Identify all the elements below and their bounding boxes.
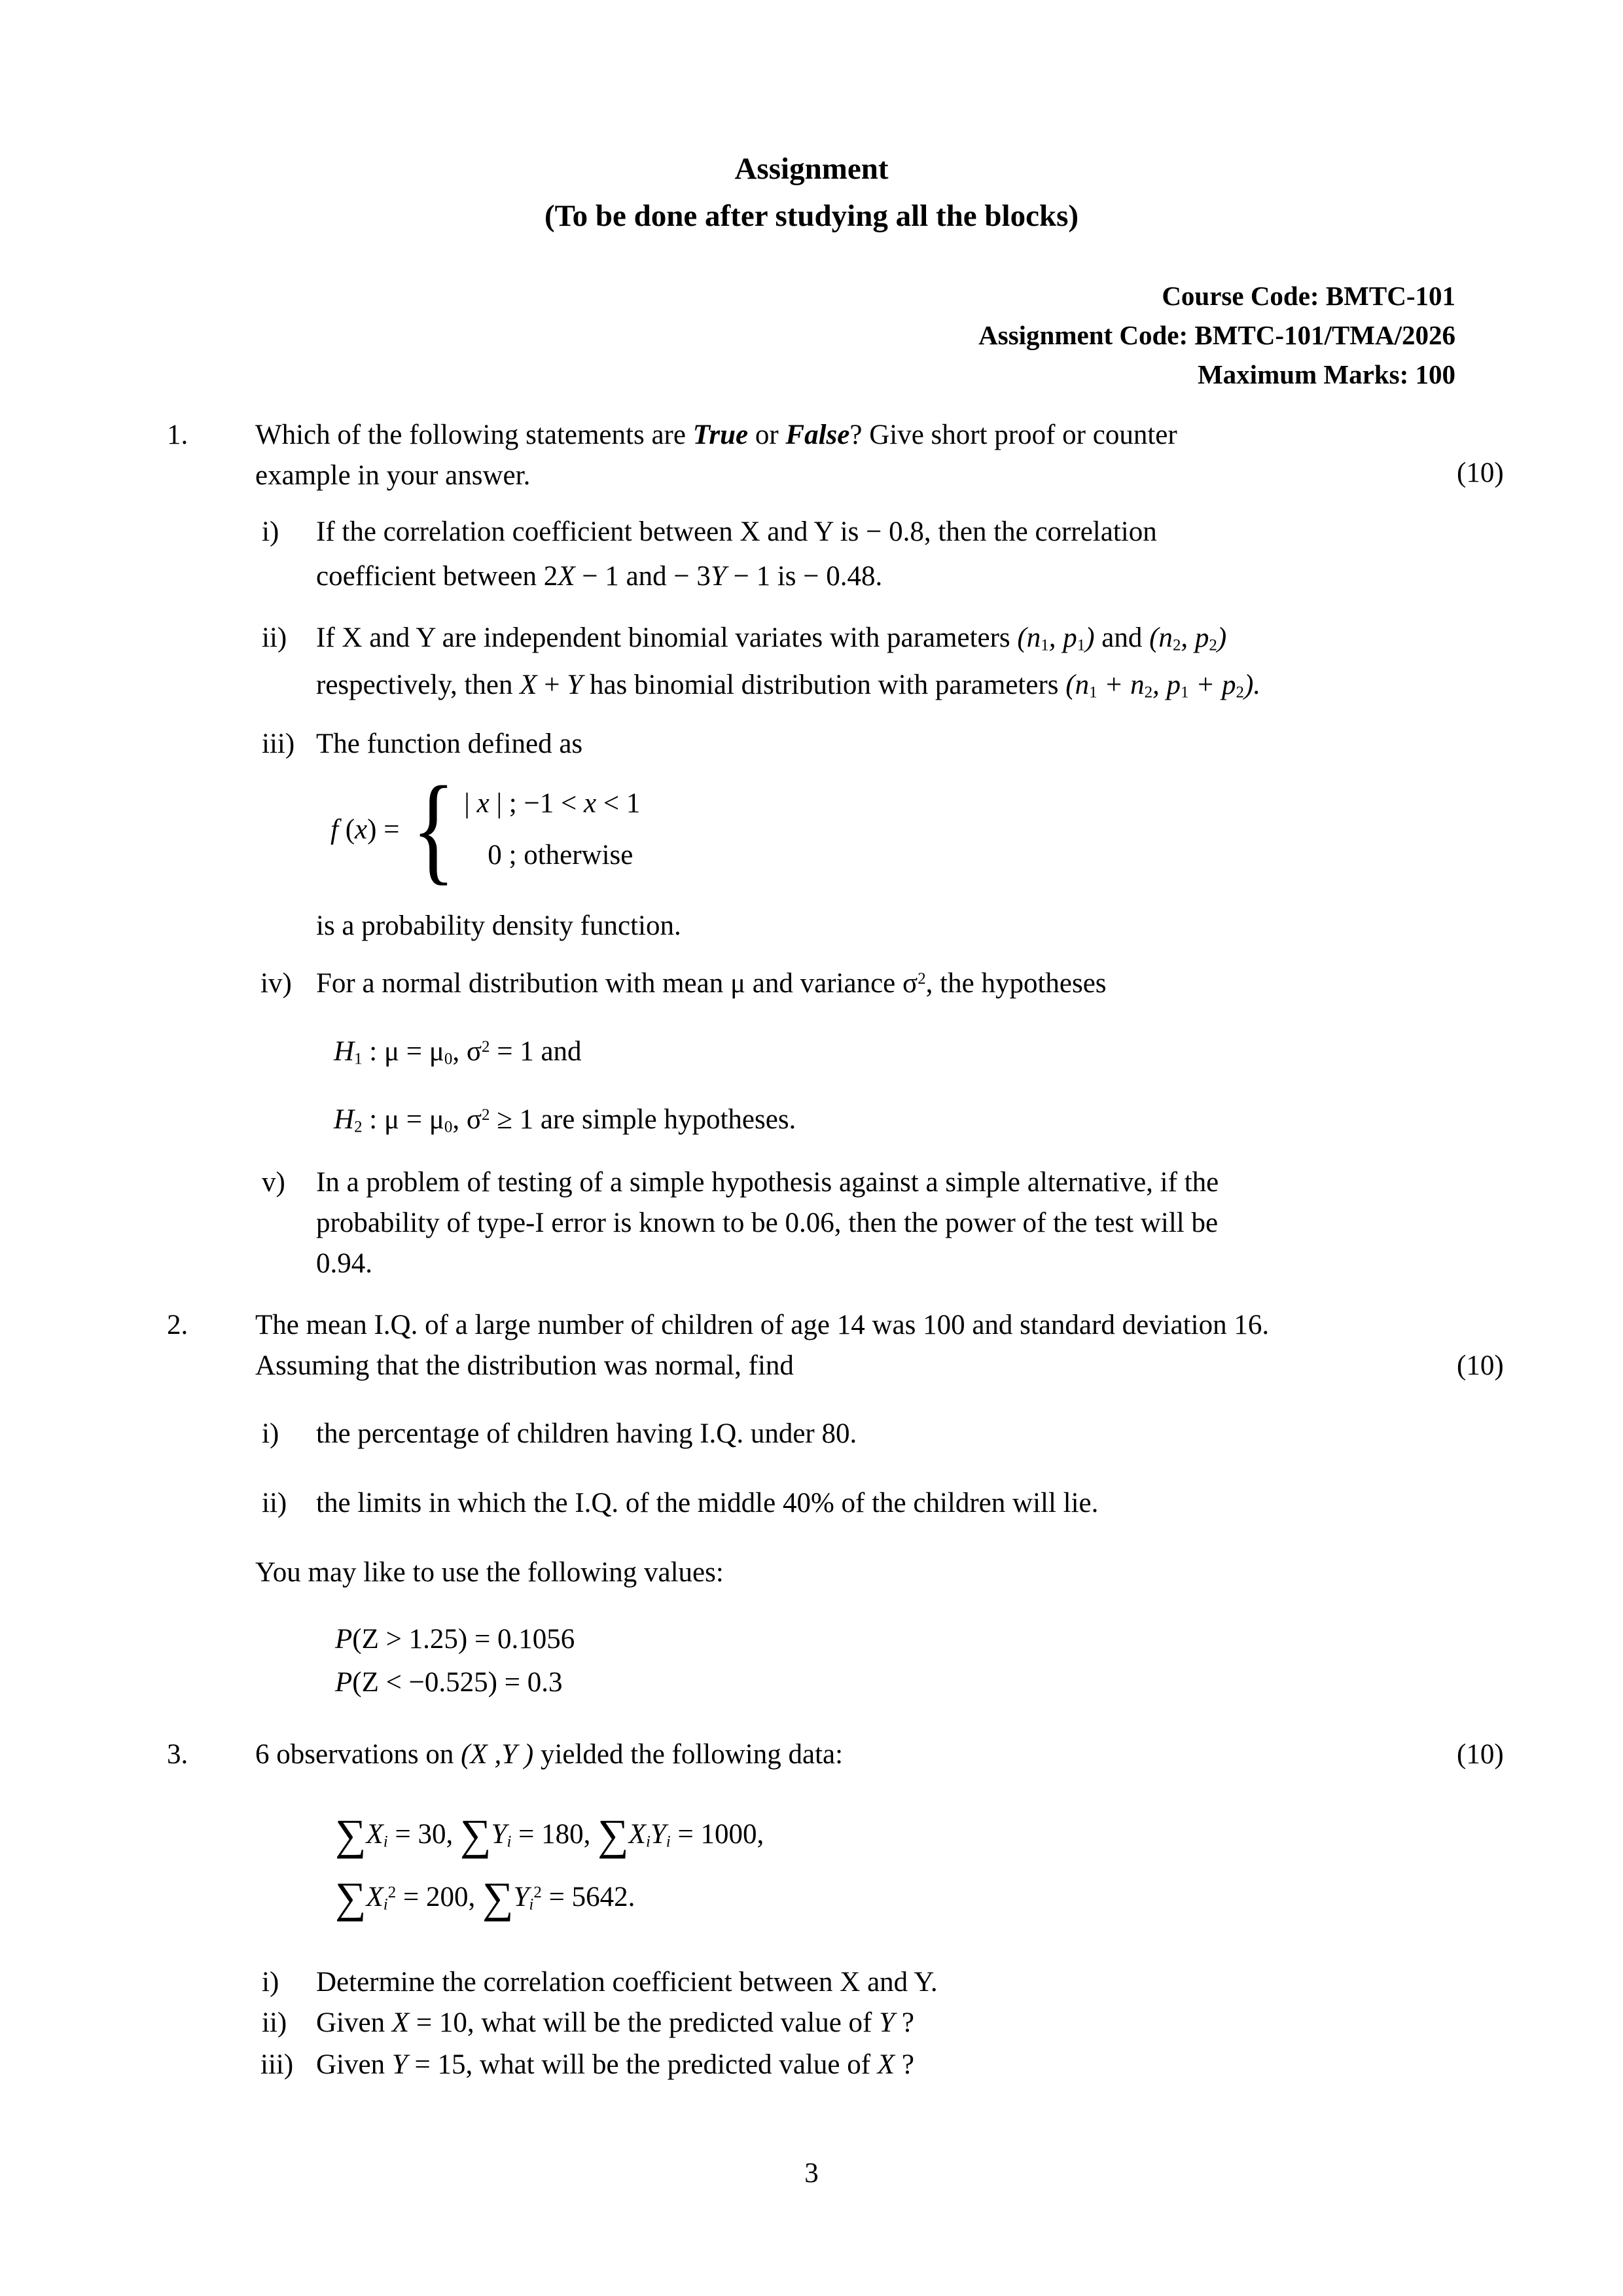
list-item-line: 0.94. xyxy=(316,1248,372,1279)
question-1-line: Which of the following statements are True or False? Give short proof or counter xyxy=(255,420,1177,450)
list-item-marker: v) xyxy=(262,1167,285,1198)
question-1-line: example in your answer. xyxy=(255,460,531,491)
list-item-line: If the correlation coefficient between X and Y is − 0.8, then the correlation xyxy=(316,516,1157,547)
list-item-line: probability of type-I error is known to be 0.06, then the power of the test will be xyxy=(316,1208,1219,1238)
question-2-marks: (10) xyxy=(1457,1350,1504,1381)
page-number: 3 xyxy=(804,2158,819,2189)
question-3-marks: (10) xyxy=(1457,1739,1504,1770)
page-title: Assignment xyxy=(734,152,889,186)
list-item-line: Determine the correlation coefficient between X and Y. xyxy=(316,1967,938,1998)
list-item-marker: i) xyxy=(262,516,279,547)
list-item-marker: iii) xyxy=(262,728,295,759)
list-item-marker: i) xyxy=(262,1418,279,1449)
question-3-line: 6 observations on (X ,Y ) yielded the following data: xyxy=(255,1739,844,1770)
list-item-line: respectively, then X + Y has binomial distribution with parameters (n1 + n2, p1 + p2). xyxy=(316,670,1261,702)
list-item-line: Given Y = 15, what will be the predicted value of X ? xyxy=(316,2049,914,2080)
case-row: | x | ; −1 < x < 1 xyxy=(464,788,641,819)
list-item-marker: ii) xyxy=(262,1488,287,1518)
hypothesis-line: H1 : μ = μ0, $\sigma^2 = 1$ and xyxy=(334,1036,582,1068)
case-row: 0 ; otherwise xyxy=(488,840,633,870)
question-2-number: 2. xyxy=(167,1310,188,1340)
hint-line: You may like to use the following values: xyxy=(255,1557,724,1588)
question-2-line: Assuming that the distribution was normal, find xyxy=(255,1350,794,1381)
course-code: Course Code: BMTC-101 xyxy=(1162,281,1455,311)
curly-brace: { xyxy=(412,762,456,896)
hypothesis-line: H2 : μ = μ0, $\sigma^2 \ge 1$ are simple hypotheses. xyxy=(334,1104,796,1136)
function-cases xyxy=(464,787,640,871)
question-1-marks: (10) xyxy=(1457,457,1504,488)
list-item-marker: iv) xyxy=(260,968,292,999)
list-item-marker: i) xyxy=(262,1967,279,1998)
list-item-line: The function defined as xyxy=(316,728,583,759)
z-value-line: P(Z < −0.525) = 0.3 xyxy=(335,1667,563,1698)
function-lhs: f (x) = xyxy=(330,814,400,845)
z-value-line: P(Z > 1.25) = 0.1056 xyxy=(335,1624,575,1655)
list-item-line: In a problem of testing of a simple hypothesis against a simple alternative, if the xyxy=(316,1167,1219,1198)
assignment-code: Assignment Code: BMTC-101/TMA/2026 xyxy=(978,320,1455,350)
list-item-line: the percentage of children having I.Q. under 80. xyxy=(316,1418,857,1449)
list-item-line: For a normal distribution with mean μ and variance $\sigma^2$, the hypotheses xyxy=(316,968,1107,999)
list-item-line: coefficient between 2X − 1 and − 3Y − 1 is − 0.48. xyxy=(316,561,883,592)
piecewise-function xyxy=(330,762,641,896)
page-subtitle: (To be done after studying all the blocks) xyxy=(544,199,1079,233)
question-3-number: 3. xyxy=(167,1739,188,1770)
list-item-line: the limits in which the I.Q. of the middle 40% of the children will lie. xyxy=(316,1488,1099,1518)
list-item-line: If X and Y are independent binomial variates with parameters (n1, p1) and (n2, p2) xyxy=(316,622,1227,655)
maximum-marks: Maximum Marks: 100 xyxy=(1197,359,1455,389)
list-item-line: Given X = 10, what will be the predicted value of Y ? xyxy=(316,2007,914,2038)
sum-line: ∑Xi = 30, ∑Yi = 180, ∑XiYi = 1000, xyxy=(335,1811,764,1859)
question-1-number: 1. xyxy=(167,420,188,450)
list-item-marker: ii) xyxy=(262,2007,287,2038)
sum-line: $\sum Xi^2 = 200$, $\sum Yi^2 = 5642$. xyxy=(335,1874,635,1922)
list-item-marker: iii) xyxy=(260,2049,294,2080)
question-2-line: The mean I.Q. of a large number of children of age 14 was 100 and standard deviation 16. xyxy=(255,1310,1270,1340)
list-item-marker: ii) xyxy=(262,622,287,653)
list-item-line: is a probability density function. xyxy=(316,910,681,941)
